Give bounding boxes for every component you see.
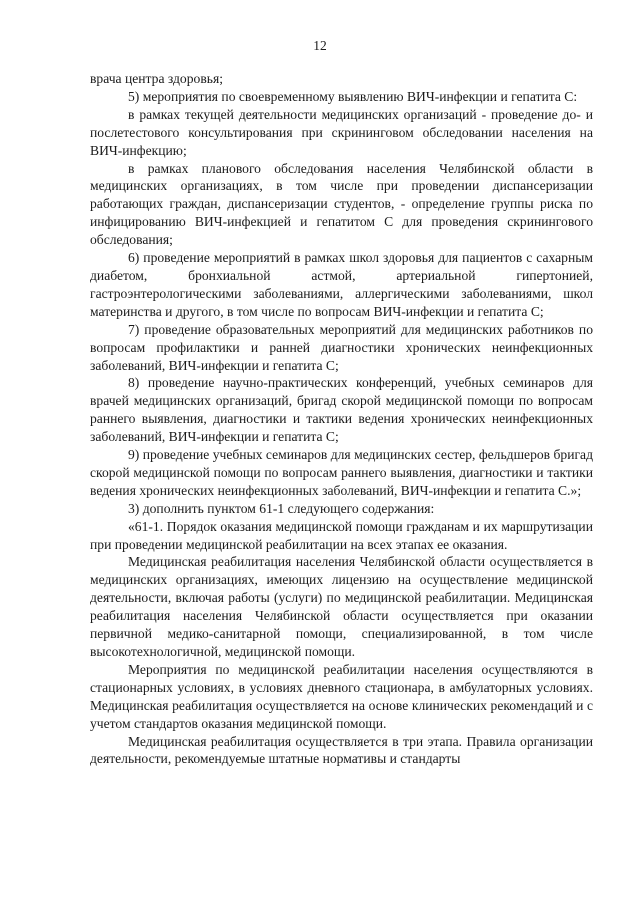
paragraph: в рамках текущей деятельности медицинских организаций - проведение до- и послетестового консультирования при скрининговом обследовании населения на ВИЧ-инфекцию; [90, 106, 593, 158]
paragraph: 7) проведение образовательных мероприятий для медицинских работников по вопросам профилактики и ранней диагностики хронических неинфекционных заболеваний, ВИЧ-инфекции и гепатита С; [90, 321, 593, 373]
paragraph: 8) проведение научно-практических конференций, учебных семинаров для врачей медицинских организаций, бригад скорой медицинской помощи по вопросам раннего выявления, диагностики и тактики ведения хронических неинфекционных заболеваний, ВИЧ-инфекции и гепатита С; [90, 375, 593, 445]
paragraph: 5) мероприятия по своевременному выявлению ВИЧ-инфекции и гепатита С: [128, 88, 578, 104]
paragraph: в рамках планового обследования населения Челябинской области в медицинских организациях, в том числе при проведении диспансеризации работающих граждан, диспансеризации студентов, - определение группы риска по инфицированию ВИЧ-инфекцией и гепатитом С для проведения скринингового обследования; [90, 160, 593, 248]
paragraph: 3) дополнить пунктом 61-1 следующего содержания: [128, 500, 435, 516]
paragraph: врача центра здоровья; [90, 71, 223, 86]
paragraph: Медицинская реабилитация населения Челябинской области осуществляется в медицинских организациях, имеющих лицензию на осуществление медицинской деятельности, включая работы (услуги) по медицинской реабилитации. Медицинская реабилитация населения Челябинской области осуществляется при оказании первичной медико-санитарной помощи, специализированной, в том числе высокотехнологичной, медицинской помощи. [90, 554, 593, 659]
document-body [90, 70, 593, 768]
paragraph: Мероприятия по медицинской реабилитации населения осуществляются в стационарных условиях, в условиях дневного стационара, в амбулаторных условиях. Медицинская реабилитация осуществляется на основе клинических рекомендаций и с учетом стандартов оказания медицинской помощи. [90, 661, 593, 731]
paragraph: «61-1. Порядок оказания медицинской помощи гражданам и их маршрутизации при проведении медицинской реабилитации на всех этапах ее оказания. [90, 518, 593, 552]
paragraph: 9) проведение учебных семинаров для медицинских сестер, фельдшеров бригад скорой медицинской помощи по вопросам раннего выявления, диагностики и тактики ведения хронических неинфекционных заболеваний, ВИЧ-инфекции и гепатита С.»; [90, 447, 594, 498]
paragraph: Медицинская реабилитация осуществляется в три этапа. Правила организации деятельности, рекомендуемые штатные нормативы и стандарты [90, 733, 593, 767]
page-number: 12 [313, 38, 327, 53]
paragraph: 6) проведение мероприятий в рамках школ здоровья для пациентов с сахарным диабетом, бронхиальной астмой, артериальной гипертонией, гастроэнтерологическими заболеваниями, аллергическими заболеваниями, школ материнства и другого, в том числе по вопросам ВИЧ-инфекции и гепатита С; [90, 250, 593, 319]
